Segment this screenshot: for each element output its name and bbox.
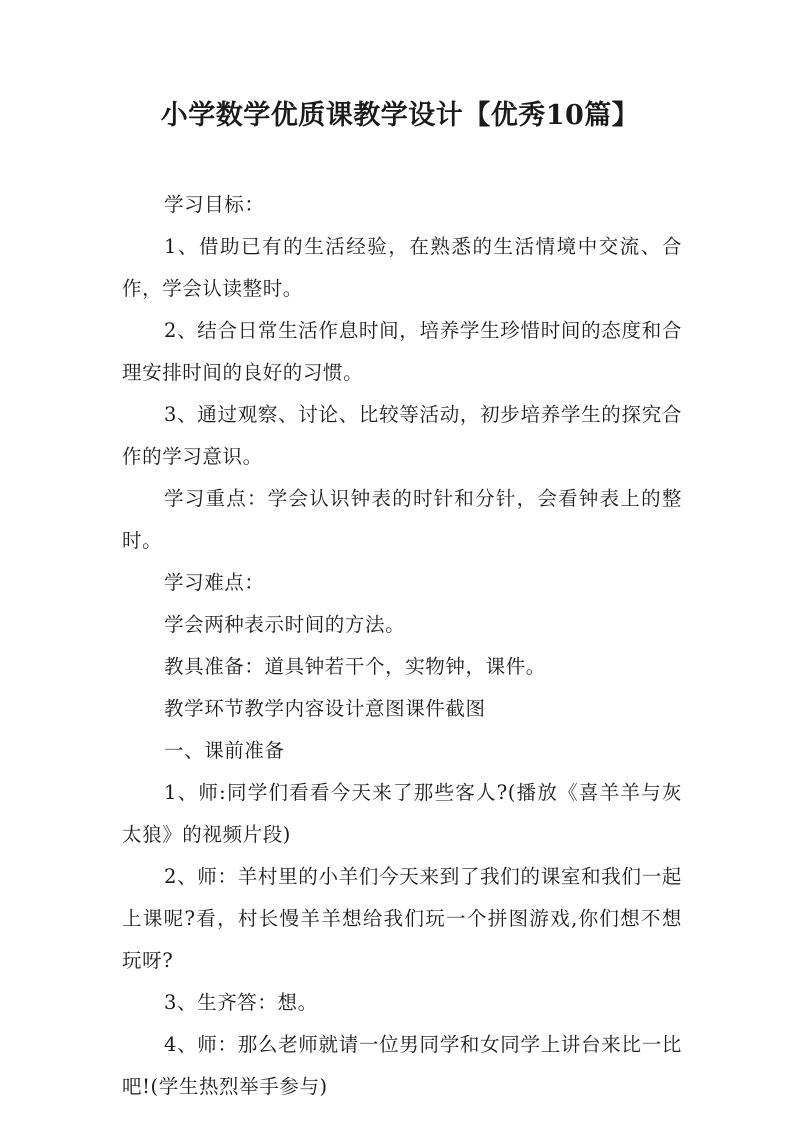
paragraph-step-4: 4、师：那么老师就请一位男同学和女同学上讲台来比一比吧!(学生热烈举手参与) — [122, 1033, 682, 1098]
paragraph-goal-2: 2、结合日常生活作息时间，培养学生珍惜时间的态度和合理安排时间的良好的习惯。 — [122, 319, 682, 384]
paragraph-difficulties: 学会两种表示时间的方法。 — [164, 613, 406, 636]
paragraph-key-points: 学习重点：学会认识钟表的时针和分针，会看钟表上的整时。 — [122, 487, 682, 552]
document-body — [122, 184, 682, 1108]
paragraph-goal-3: 3、通过观察、讨论、比较等活动，初步培养学生的探究合作的学习意识。 — [122, 403, 682, 468]
paragraph-section-1-heading: 一、课前准备 — [164, 739, 285, 762]
paragraph-goal-1: 1、借助已有的生活经验，在熟悉的生活情境中交流、合作，学会认读整时。 — [122, 235, 682, 300]
paragraph-learning-goals-heading: 学习目标： — [164, 193, 265, 216]
paragraph-teaching-aids: 教具准备：道具钟若干个，实物钟，课件。 — [164, 655, 546, 678]
paragraph-step-2: 2、师：羊村里的小羊们今天来到了我们的课室和我们一起上课呢?看，村长慢羊羊想给我们玩一个拼图游戏,你们想不想玩呀? — [122, 865, 682, 972]
document-title: 小学数学优质课教学设计【优秀10篇】 — [160, 100, 640, 131]
paragraph-difficulties-heading: 学习难点： — [164, 571, 265, 594]
paragraph-step-1: 1、师:同学们看看今天来了那些客人?(播放《喜羊羊与灰太狼》的视频片段) — [122, 781, 682, 846]
paragraph-section-columns: 教学环节教学内容设计意图课件截图 — [164, 697, 486, 720]
paragraph-step-3: 3、生齐答：想。 — [164, 991, 318, 1014]
